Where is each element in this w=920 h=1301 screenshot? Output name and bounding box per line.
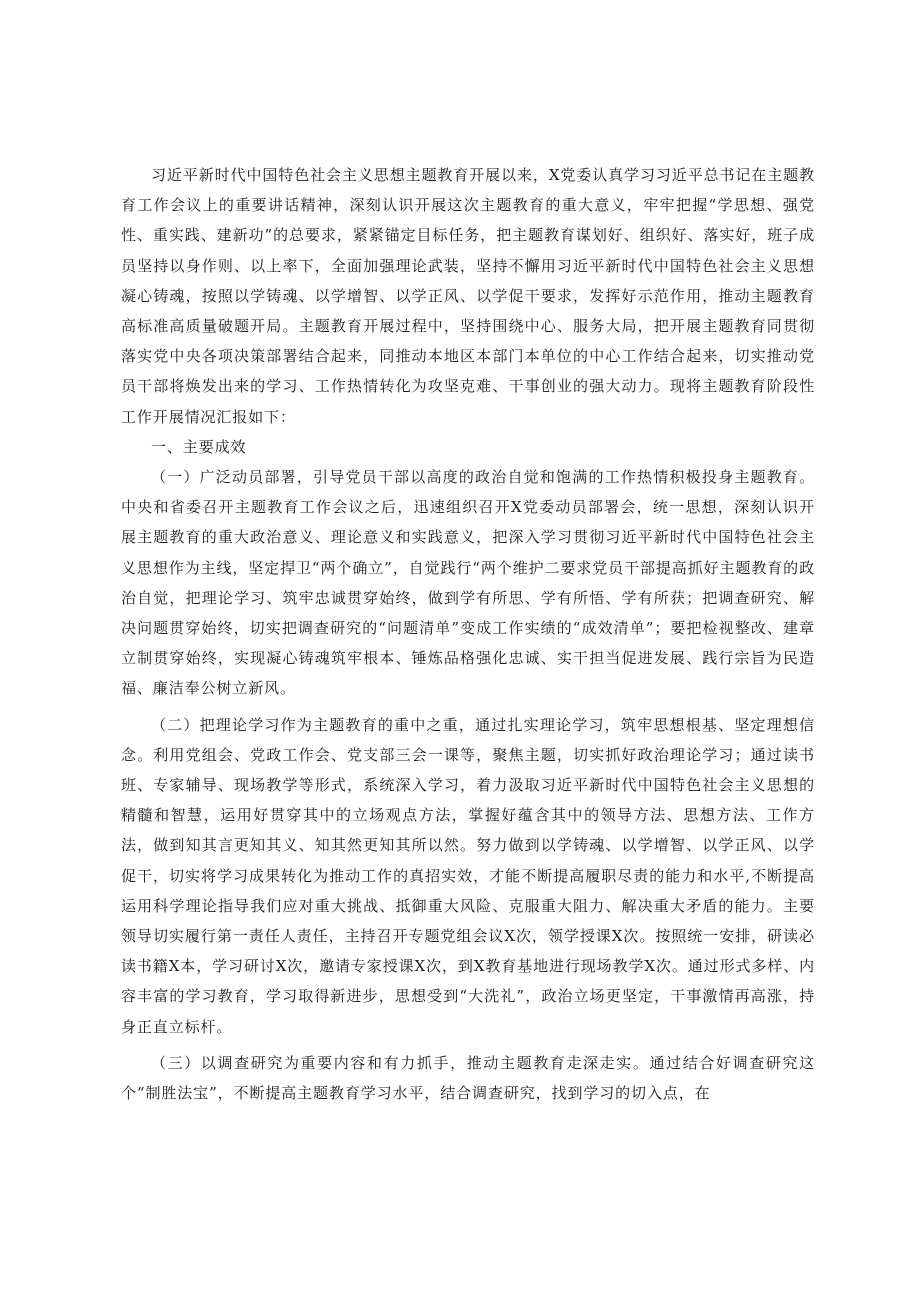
paragraph-item-3: （三）以调查研究为重要内容和有力抓手，推动主题教育走深走实。通过结合好调查研究这个“制胜法宝”，不断提高主题教育学习水平，结合调查研究，找到学习的切入点，在 (121, 1053, 815, 1103)
paragraph-item-1: （一）广泛动员部署，引导党员干部以高度的政治自觉和饱满的工作热情积极投身主题教育。中央和省委召开主题教育工作会议之后，迅速组织召开X党委动员部署会，统一思想，深刻认识开展主题教育的重大政治意义、理论意义和实践意义，把深入学习贯彻习近平新时代中国特色社会主义思想作为主线，坚定捍卫“两个确立”，自觉践行“两个维护二要求党员干部提高抓好主题教育的政治自觉，把理论学习、筑牢忠诚贯穿始终，做到学有所思、学有所悟、学有所获；把调查研究、解决问题贯穿始终，切实把调查研究的“问题清单”变成工作实绩的“成效清单”；要把检视整改、建章立制贯穿始终，实现凝心铸魂筑牢根本、锤炼品格强化忠诚、实干担当促进发展、践行宗旨为民造福、廉洁奉公树立新风。 (121, 468, 815, 698)
document-body (121, 160, 815, 1108)
intro-paragraph: 习近平新时代中国特色社会主义思想主题教育开展以来，X党委认真学习习近平总书记在主题教育工作会议上的重要讲话精神，深刻认识开展这次主题教育的重大意义，牢牢把握“学思想、强党性、重实践、建新功”的总要求，紧紧锚定目标任务，把主题教育谋划好、组织好、落实好，班子成员坚持以身作则、以上率下，全面加强理论武装，坚持不懈用习近平新时代中国特色社会主义思想凝心铸魂，按照以学铸魂、以学增智、以学正风、以学促干要求，发挥好示范作用，推动主题教育高标准高质量破题开局。主题教育开展过程中，坚持围绕中心、服务大局，把开展主题教育同贯彻落实党中央各项决策部署结合起来，同推动本地区本部门本单位的中心工作结合起来，切实推动党员干部将焕发出来的学习、工作热情转化为攻坚克难、干事创业的强大动力。现将主题教育阶段性工作开展情况汇报如下： (121, 166, 815, 426)
section-heading-main-results: 一、主要成效 (151, 437, 247, 456)
paragraph-item-2: （二）把理论学习作为主题教育的重中之重，通过扎实理论学习，筑牢思想根基、坚定理想信念。利用党组会、党政工作会、党支部三会一课等，聚焦主题，切实抓好政治理论学习；通过读书班、专家辅导、现场教学等形式，系统深入学习，着力汲取习近平新时代中国特色社会主义思想的精髓和智慧，运用好贯穿其中的立场观点方法，掌握好蕴含其中的领导方法、思想方法、工作方法，做到知其言更知其义、知其然更知其所以然。努力做到以学铸魂、以学增智、以学正风、以学促干，切实将学习成果转化为推动工作的真招实效，才能不断提高履职尽责的能力和水平,不断提高运用科学理论指导我们应对重大挑战、抵御重大风险、克服重大阻力、解决重大矛盾的能力。主要领导切实履行第一责任人责任，主持召开专题党组会议X次，领学授课X次。按照统一安排，研读必读书籍X本，学习研讨X次，邀请专家授课X次，到X教育基地进行现场教学X次。通过形式多样、内容丰富的学习教育，学习取得新进步，思想受到“大洗礼”，政治立场更坚定，干事激情再高涨，持身正直立标杆。 (121, 715, 815, 1036)
